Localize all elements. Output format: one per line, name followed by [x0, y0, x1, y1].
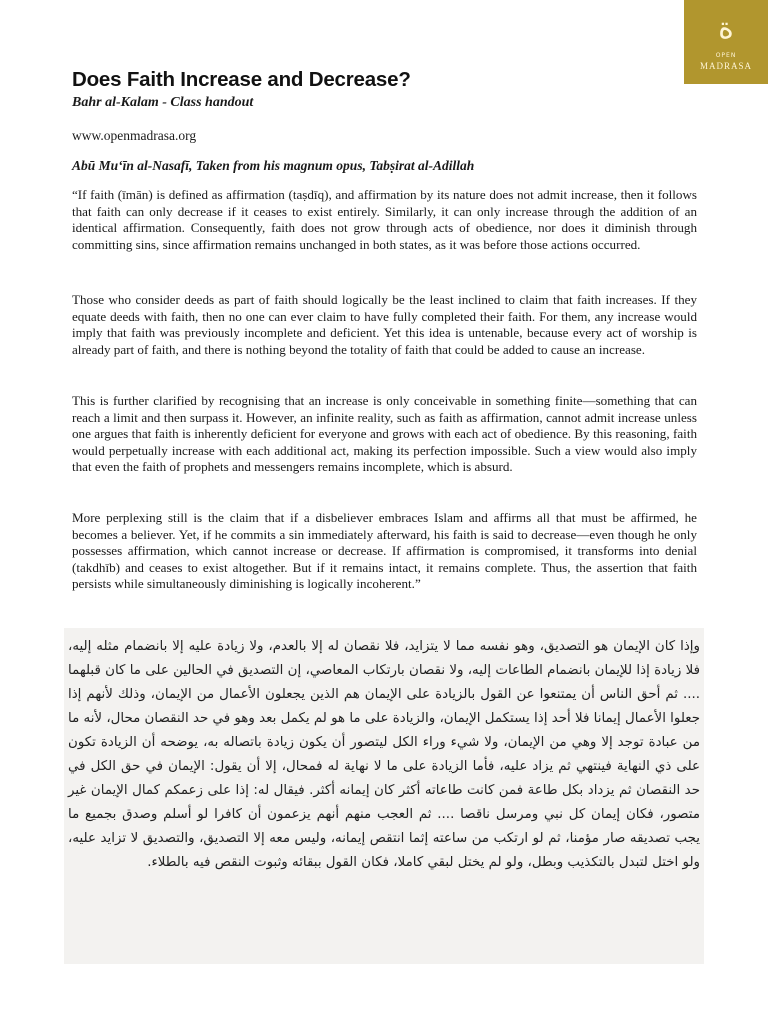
- openmadrasa-logo: [684, 0, 768, 84]
- page-subtitle: Bahr al-Kalam - Class handout: [72, 95, 254, 110]
- paragraph-3: This is further clarified by recognising that an increase is only conceivable in something finite—something that can reach a limit and then surpass it. However, an infinite reality, such as faith as affirmation, cannot admit increase unless one argues that faith is inherently deficient for everyone and grows with each act of obedience. By this reasoning, faith would perpetually increase with each additional act, making its perfection impossible. Such a view would also imply that even the faith of prophets and messengers remains incomplete, which is absurd.: [72, 393, 697, 475]
- calligraphy-emblem-icon: ﺓ: [718, 11, 734, 46]
- source-attribution: Abū Mu‘īn al-Nasafī, Taken from his magnum opus, Tabṣirat al-Adillah: [72, 158, 475, 173]
- arabic-original-text: وإذا كان الإيمان هو التصديق، وهو نفسه مما لا يتزايد، فلا نقصان له إلا بالعدم، ولا زيادة عليه إلا بانضمام مثله إليه، فلا زيادة إذا للإيمان بانضمام الطاعات إليه، ولا نقصان بارتكاب المعاصي، إن التصديق في الحالين على ما كان قبلهما .... ثم أحق الناس أن يمتنعوا عن القول بالزيادة على الإيمان هم الذين يجعلون الأعمال من الإيمان، وذلك لأنهم إذا جعلوا الأعمال إيمانا فلا أحد إذا يستكمل الإيمان، والزيادة على ما هو لم يكمل بعد وهو في حد النقصان محال، لأنه ما من عبادة توجد إلا وهي من الإيمان، ولا شيء وراء الكل ليتصور أن يكون زيادة باتصاله به، يوضحه أن الزيادة تكون على ذي النهاية فينتهي ثم يزاد عليه، فأما الزيادة على ما لا نهاية له فمحال، إلا أن يقول: الإيمان في حق الكل في حد النقصان ثم يزداد بكل طاعة فمن كانت طاعاته أكثر كان إيمانه أكثر. فيقال له: إذا على زعمكم كمال الإيمان غير متصور، فكان إيمان كل نبي ومرسل ناقصا .... ثم العجب منهم أنهم يزعمون أن كافرا لو أسلم وصدق بجميع ما يجب تصديقه صار مؤمنا، ثم لو ارتكب من ساعته إثما انتقص إيمانه، وليس معه إلا التصديق، والتصديق لا تزايد عليه، ولو اختل لتبدل بالتكذيب وبطل، ولو لم يختل لبقي كاملا، فكان القول ببقائه وثبوت النقص فيه بالطلاء.: [68, 639, 700, 870]
- paragraph-4: More perplexing still is the claim that if a disbeliever embraces Islam and affirms all that must be affirmed, he becomes a believer. Yet, if he commits a sin immediately afterward, his faith is said to decrease—even though he only possesses affirmation, which cannot increase or decrease. If affirmation is compromised, it transforms into denial (takdhīb) and ceases to exist altogether. But if it remains intact, it remains complete. Thus, the assertion that faith persists while simultaneously diminishing is logically incoherent.”: [72, 510, 697, 592]
- paragraph-1: “If faith (īmān) is defined as affirmation (taṣdīq), and affirmation by its nature does not admit increase, then it follows that faith can only decrease if it ceases to exist entirely. Similarly, it can only increase through the addition of an identical affirmation. Consequently, faith does not grow through acts of obedience, nor does it diminish through committing sins, since affirmation remains unchanged in both states, as it was before those actions occurred.: [72, 187, 697, 252]
- paragraph-2: Those who consider deeds as part of faith should logically be the least inclined to claim that faith increases. If they equate deeds with faith, then no one can ever claim to have fully completed their faith. For them, any increase would imply that faith was previously incomplete and deficient. Yet this idea is untenable, because every act of worship is already part of faith, and there is nothing beyond the totality of faith that could be added to cause an increase.: [72, 292, 697, 357]
- website-link[interactable]: www.openmadrasa.org: [72, 128, 197, 143]
- page-title: Does Faith Increase and Decrease?: [72, 68, 411, 91]
- logo-name: MADRASA: [699, 61, 752, 71]
- logo-small-text: OPEN: [715, 52, 737, 59]
